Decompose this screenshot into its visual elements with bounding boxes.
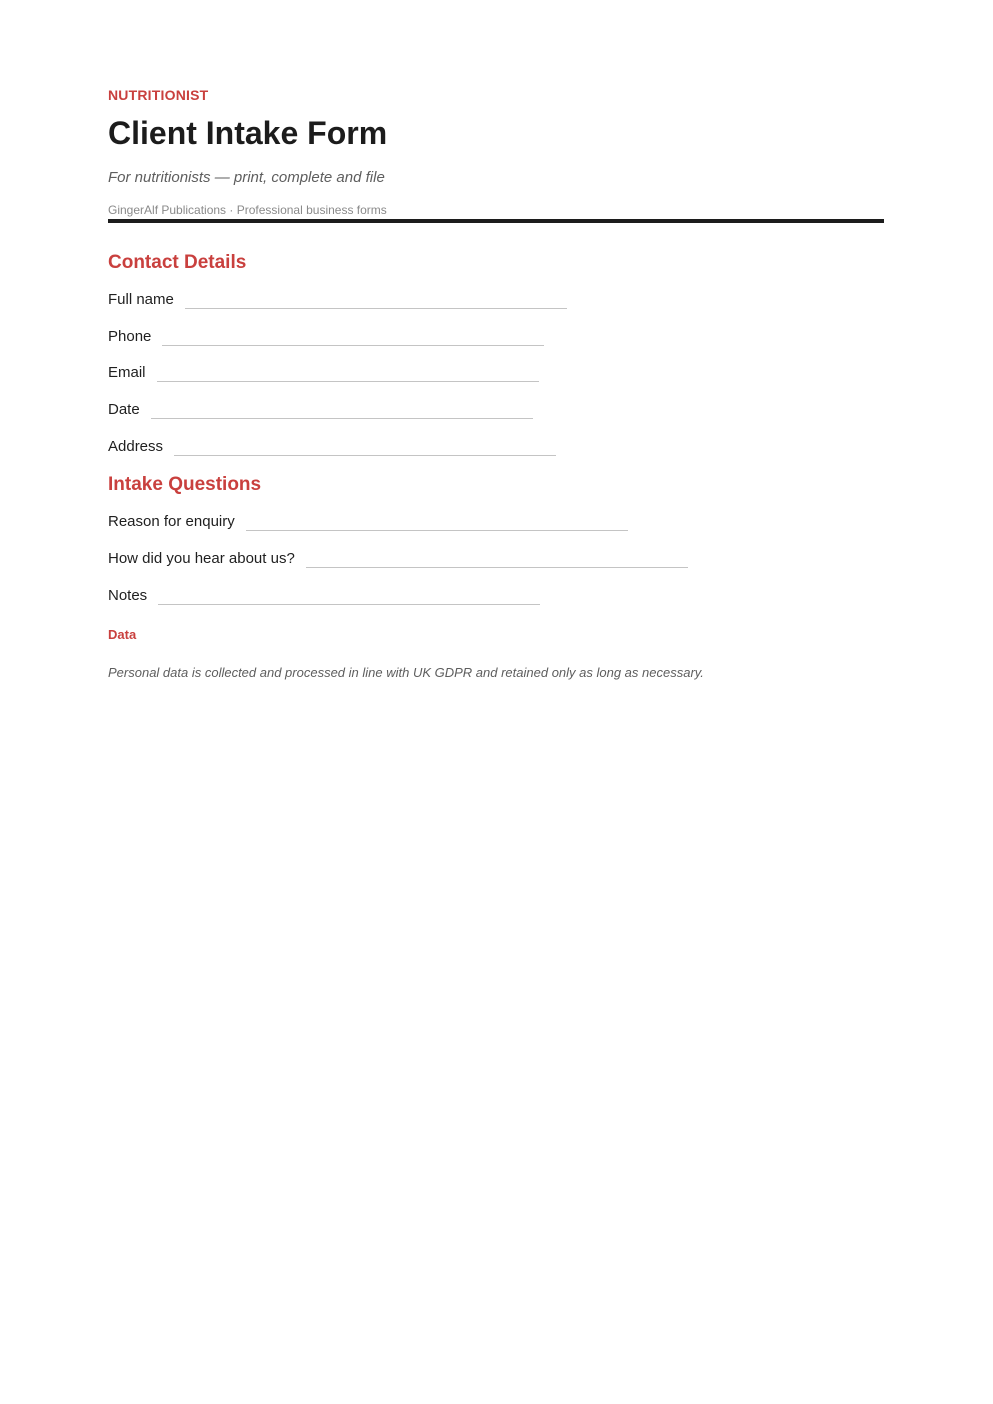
field-label-full-name: Full name [108, 291, 174, 308]
phone-field[interactable] [162, 344, 544, 346]
publisher-line: GingerAlf Publications · Professional business forms [108, 203, 387, 217]
field-row-email [108, 364, 539, 382]
field-row-address [108, 438, 556, 456]
address-field[interactable] [174, 454, 556, 456]
field-label-reason: Reason for enquiry [108, 513, 235, 530]
field-row-referral [108, 550, 688, 568]
reason-for-enquiry-field[interactable] [246, 529, 628, 531]
field-label-phone: Phone [108, 328, 152, 345]
field-label-address: Address [108, 438, 164, 455]
form-subtitle: For nutritionists — print, complete and file [108, 169, 385, 186]
field-label-notes: Notes [108, 587, 148, 604]
field-label-date: Date [108, 401, 140, 418]
data-heading: Data [108, 627, 137, 642]
form-title: Client Intake Form [108, 115, 388, 151]
profession-kicker: NUTRITIONIST [108, 87, 209, 103]
field-label-email: Email [108, 364, 146, 381]
header-divider [108, 219, 884, 223]
section-heading-contact-details: Contact Details [108, 252, 247, 273]
full-name-field[interactable] [185, 307, 567, 309]
field-row-full-name [108, 291, 567, 309]
field-row-reason [108, 513, 628, 531]
field-row-date [108, 401, 533, 419]
email-field[interactable] [157, 380, 539, 382]
field-row-phone [108, 328, 544, 346]
field-label-referral: How did you hear about us? [108, 550, 295, 567]
gdpr-note: Personal data is collected and processed in line with UK GDPR and retained only as long as necessary. [108, 665, 704, 680]
date-field[interactable] [151, 417, 533, 419]
referral-source-field[interactable] [306, 566, 688, 568]
section-heading-intake-questions: Intake Questions [108, 474, 262, 495]
field-row-notes [108, 587, 540, 605]
notes-field[interactable] [158, 603, 540, 605]
